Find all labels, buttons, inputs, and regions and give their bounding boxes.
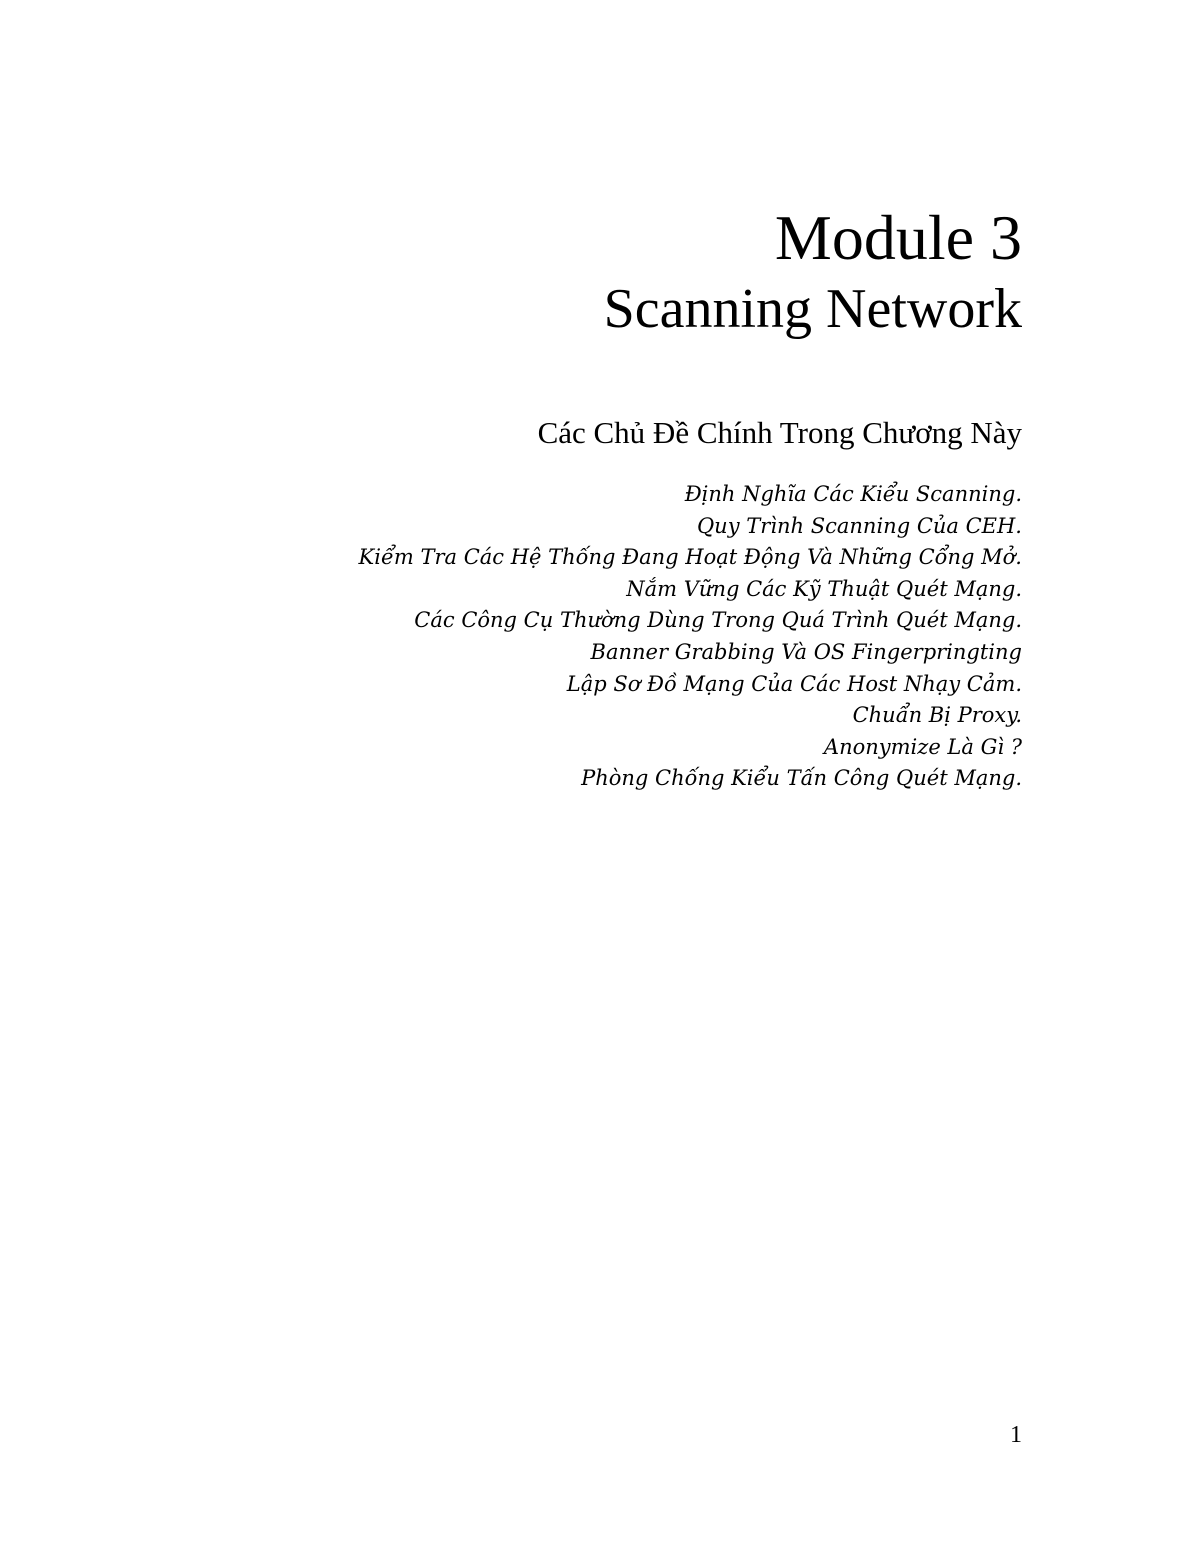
topic-item: Các Công Cụ Thường Dùng Trong Quá Trình Quét Mạng. (414, 608, 1022, 633)
topics-list (359, 479, 1022, 795)
topic-item: Chuẩn Bị Proxy. (852, 703, 1022, 728)
topic-item: Quy Trình Scanning Của CEH. (696, 513, 1022, 538)
topic-item: Kiểm Tra Các Hệ Thống Đang Hoạt Động Và Những Cổng Mở. (358, 545, 1022, 570)
module-subtitle: Scanning Network (603, 278, 1022, 340)
module-title: Module 3 (774, 202, 1022, 273)
page-number: 1 (1010, 1422, 1022, 1448)
topic-item: Lập Sơ Đồ Mạng Của Các Host Nhạy Cảm. (566, 671, 1022, 696)
topic-item: Phòng Chống Kiểu Tấn Công Quét Mạng. (581, 766, 1022, 791)
topic-item: Định Nghĩa Các Kiểu Scanning. (684, 482, 1022, 506)
topics-heading: Các Chủ Đề Chính Trong Chương Này (537, 415, 1022, 450)
module-title-block (604, 200, 1022, 342)
topic-item: Banner Grabbing Và OS Fingerpringting (590, 639, 1022, 664)
topic-item: Nắm Vững Các Kỹ Thuật Quét Mạng. (626, 576, 1022, 601)
topic-item: Anonymize Là Gì ? (823, 734, 1022, 759)
